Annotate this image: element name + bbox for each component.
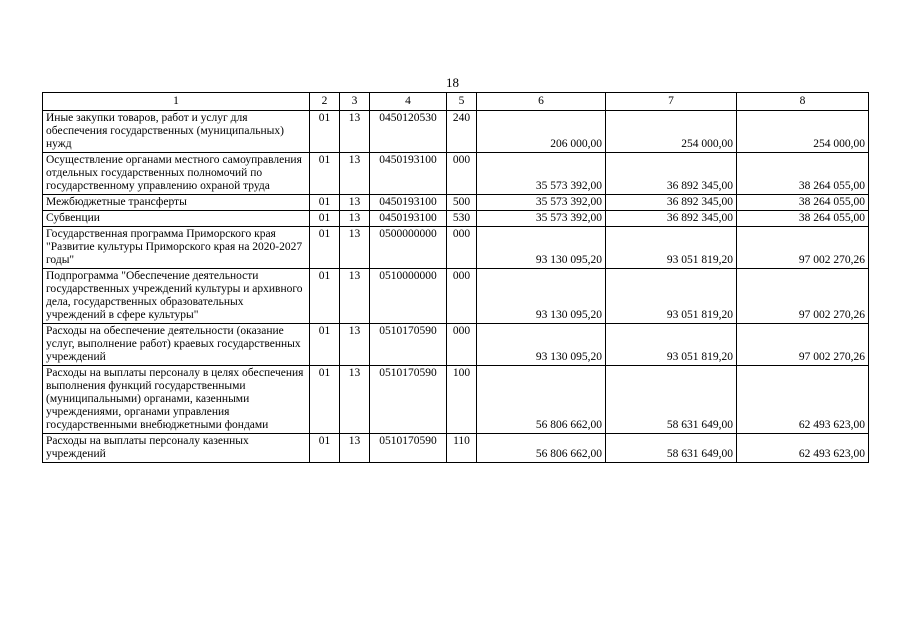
amount-col7: 36 892 345,00 bbox=[606, 153, 737, 195]
section-code: 01 bbox=[310, 434, 340, 463]
expense-name: Расходы на обеспечение деятельности (оказание услуг, выполнение работ) краевых государственных учреждений bbox=[43, 324, 310, 366]
amount-col7: 93 051 819,20 bbox=[606, 227, 737, 269]
section-code: 01 bbox=[310, 227, 340, 269]
subsection-code: 13 bbox=[340, 269, 370, 324]
amount-col6: 35 573 392,00 bbox=[477, 211, 606, 227]
expense-name: Подпрограмма "Обеспечение деятельности государственных учреждений культуры и архивного дела, государственных образовательных учреждений в сфере культуры" bbox=[43, 269, 310, 324]
section-code: 01 bbox=[310, 111, 340, 153]
expense-name: Осуществление органами местного самоуправления отдельных государственных полномочий по государственному управлению охраной труда bbox=[43, 153, 310, 195]
expense-type-code: 000 bbox=[447, 227, 477, 269]
header-cell: 8 bbox=[737, 93, 869, 111]
amount-col8: 97 002 270,26 bbox=[737, 269, 869, 324]
subsection-code: 13 bbox=[340, 211, 370, 227]
expense-name: Расходы на выплаты персоналу казенных учреждений bbox=[43, 434, 310, 463]
amount-col8: 62 493 623,00 bbox=[737, 366, 869, 434]
amount-col8: 254 000,00 bbox=[737, 111, 869, 153]
expense-type-code: 000 bbox=[447, 324, 477, 366]
table-row bbox=[43, 324, 869, 366]
amount-col7: 36 892 345,00 bbox=[606, 211, 737, 227]
amount-col8: 62 493 623,00 bbox=[737, 434, 869, 463]
expense-name: Государственная программа Приморского края "Развитие культуры Приморского края на 2020-2027 годы" bbox=[43, 227, 310, 269]
target-article-code: 0450193100 bbox=[370, 211, 447, 227]
table-row bbox=[43, 366, 869, 434]
expense-type-code: 100 bbox=[447, 366, 477, 434]
amount-col6: 35 573 392,00 bbox=[477, 153, 606, 195]
target-article-code: 0500000000 bbox=[370, 227, 447, 269]
header-cell: 1 bbox=[43, 93, 310, 111]
amount-col6: 56 806 662,00 bbox=[477, 434, 606, 463]
section-code: 01 bbox=[310, 211, 340, 227]
expense-type-code: 240 bbox=[447, 111, 477, 153]
amount-col7: 36 892 345,00 bbox=[606, 195, 737, 211]
amount-col6: 35 573 392,00 bbox=[477, 195, 606, 211]
section-code: 01 bbox=[310, 324, 340, 366]
amount-col6: 206 000,00 bbox=[477, 111, 606, 153]
section-code: 01 bbox=[310, 269, 340, 324]
amount-col8: 38 264 055,00 bbox=[737, 211, 869, 227]
target-article-code: 0450193100 bbox=[370, 195, 447, 211]
table-row bbox=[43, 434, 869, 463]
header-cell: 4 bbox=[370, 93, 447, 111]
expense-type-code: 000 bbox=[447, 269, 477, 324]
amount-col6: 56 806 662,00 bbox=[477, 366, 606, 434]
expense-type-code: 110 bbox=[447, 434, 477, 463]
section-code: 01 bbox=[310, 366, 340, 434]
subsection-code: 13 bbox=[340, 366, 370, 434]
subsection-code: 13 bbox=[340, 153, 370, 195]
amount-col7: 254 000,00 bbox=[606, 111, 737, 153]
expense-type-code: 000 bbox=[447, 153, 477, 195]
subsection-code: 13 bbox=[340, 434, 370, 463]
table-row bbox=[43, 111, 869, 153]
section-code: 01 bbox=[310, 195, 340, 211]
expense-name: Расходы на выплаты персоналу в целях обеспечения выполнения функций государственными (муниципальными) органами, казенными учреждениями, органами управления государственными внебюджетными фондами bbox=[43, 366, 310, 434]
budget-table bbox=[42, 92, 869, 463]
table-row bbox=[43, 227, 869, 269]
header-row bbox=[43, 93, 869, 111]
amount-col8: 38 264 055,00 bbox=[737, 153, 869, 195]
amount-col8: 97 002 270,26 bbox=[737, 227, 869, 269]
table-row bbox=[43, 211, 869, 227]
header-cell: 6 bbox=[477, 93, 606, 111]
header-cell: 3 bbox=[340, 93, 370, 111]
subsection-code: 13 bbox=[340, 227, 370, 269]
amount-col8: 97 002 270,26 bbox=[737, 324, 869, 366]
section-code: 01 bbox=[310, 153, 340, 195]
expense-type-code: 500 bbox=[447, 195, 477, 211]
table-row bbox=[43, 195, 869, 211]
expense-name: Субвенции bbox=[43, 211, 310, 227]
header-cell: 2 bbox=[310, 93, 340, 111]
expense-type-code: 530 bbox=[447, 211, 477, 227]
expense-name: Иные закупки товаров, работ и услуг для обеспечения государственных (муниципальных) нужд bbox=[43, 111, 310, 153]
target-article-code: 0510170590 bbox=[370, 324, 447, 366]
amount-col6: 93 130 095,20 bbox=[477, 227, 606, 269]
target-article-code: 0510000000 bbox=[370, 269, 447, 324]
subsection-code: 13 bbox=[340, 324, 370, 366]
table-row bbox=[43, 269, 869, 324]
amount-col7: 93 051 819,20 bbox=[606, 269, 737, 324]
amount-col8: 38 264 055,00 bbox=[737, 195, 869, 211]
target-article-code: 0510170590 bbox=[370, 366, 447, 434]
target-article-code: 0450193100 bbox=[370, 153, 447, 195]
target-article-code: 0450120530 bbox=[370, 111, 447, 153]
target-article-code: 0510170590 bbox=[370, 434, 447, 463]
page-number: 18 bbox=[446, 75, 459, 90]
amount-col7: 58 631 649,00 bbox=[606, 366, 737, 434]
table-row bbox=[43, 153, 869, 195]
subsection-code: 13 bbox=[340, 111, 370, 153]
amount-col7: 93 051 819,20 bbox=[606, 324, 737, 366]
amount-col6: 93 130 095,20 bbox=[477, 269, 606, 324]
subsection-code: 13 bbox=[340, 195, 370, 211]
header-cell: 5 bbox=[447, 93, 477, 111]
amount-col7: 58 631 649,00 bbox=[606, 434, 737, 463]
header-cell: 7 bbox=[606, 93, 737, 111]
amount-col6: 93 130 095,20 bbox=[477, 324, 606, 366]
expense-name: Межбюджетные трансферты bbox=[43, 195, 310, 211]
